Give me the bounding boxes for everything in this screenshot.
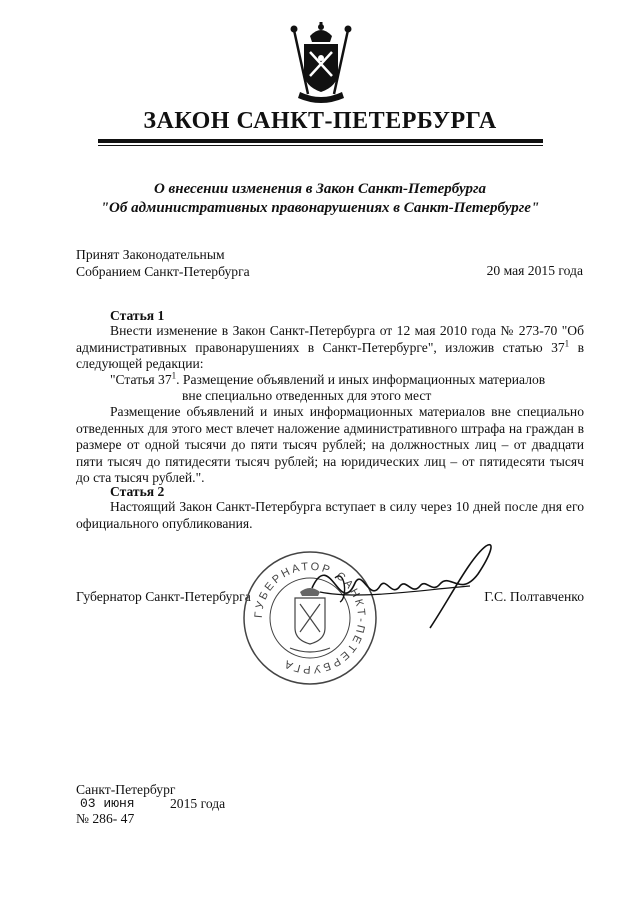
adoption-line-1: Принят Законодательным [76, 247, 225, 262]
quoted-title-superscript: 1 [171, 370, 177, 381]
article-1-heading: Статья 1 [110, 308, 165, 323]
coat-of-arms-icon [286, 22, 356, 108]
title-rule-thin [98, 145, 543, 146]
signing-place: Санкт-Петербург [76, 782, 176, 797]
governor-title: Губернатор Санкт-Петербурга [76, 589, 251, 604]
law-subtitle [0, 180, 640, 218]
title-rule-thick [98, 139, 543, 143]
subtitle-line-1: О внесении изменения в Закон Санкт-Петербурга [153, 181, 487, 197]
subtitle-line-2: "Об административных правонарушениях в Санкт-Петербурге" [100, 200, 540, 216]
quoted-article-title-line-2: вне специально отведенных для этого мест [182, 388, 432, 403]
governor-name: Г.С. Полтавченко [484, 589, 584, 604]
adoption-body [76, 247, 376, 280]
signing-day-month: 03 июня [80, 796, 135, 811]
article-1-text-a: Внести изменение в Закон Санкт-Петербурга от 12 мая 2010 года № 273-70 "Об административных правонарушениях в Санкт-Петербурге", изложив статью 37 [76, 323, 584, 355]
signing-year: 2015 года [170, 796, 226, 811]
article-1-quoted-body: Размещение объявлений и иных информационных материалов вне специально отведенных для этого мест влечет наложение административного штрафа на граждан в размере от одной тысячи до пяти тысяч рублей; на должностных лиц – от двадцати пяти тысяч до пятидесяти тысяч рублей; на юридических лиц – от пятидесяти тысяч до ста тысяч рублей.". [76, 404, 584, 485]
article-1-superscript: 1 [564, 337, 570, 348]
law-title: ЗАКОН САНКТ-ПЕТЕРБУРГА [143, 108, 497, 134]
quoted-article-title [110, 372, 545, 389]
governor-signature [300, 528, 510, 638]
quoted-title-a: "Статья 37 [110, 372, 172, 387]
article-2-heading: Статья 2 [110, 484, 165, 499]
adoption-date: 20 мая 2015 года [486, 263, 583, 278]
article-2-body: Настоящий Закон Санкт-Петербурга вступает в силу через 10 дней после дня его официального опубликования. [76, 499, 584, 531]
article-1-body [76, 323, 584, 373]
law-number: № 286- 47 [76, 811, 135, 826]
svg-text:ГУБЕРНАТОР САНКТ-ПЕТЕРБУРГА: ГУБЕРНАТОР САНКТ-ПЕТЕРБУРГА [252, 560, 368, 676]
adoption-line-2: Собранием Санкт-Петербурга [76, 263, 250, 279]
quoted-title-b: . Размещение объявлений и иных информационных материалов [176, 372, 546, 387]
article-1-text-b: в следующей редакции: [76, 339, 584, 371]
